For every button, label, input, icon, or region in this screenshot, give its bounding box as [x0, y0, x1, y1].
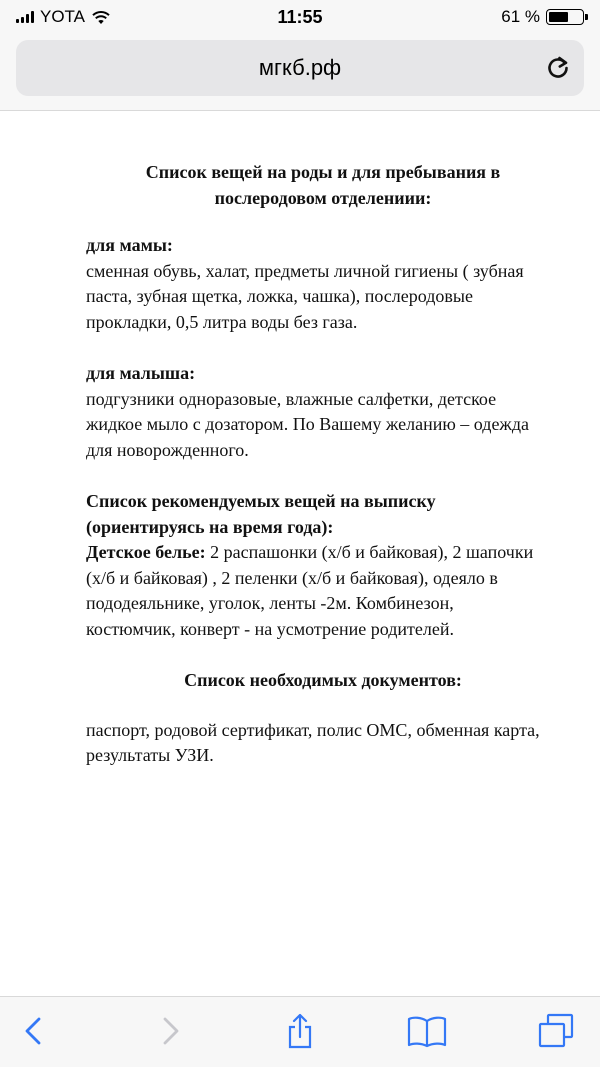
baby-section: [86, 361, 546, 463]
tabs-icon[interactable]: [536, 1013, 576, 1049]
forward-icon[interactable]: [152, 1013, 188, 1049]
bookmarks-icon[interactable]: [406, 1013, 448, 1049]
status-bar: [0, 0, 600, 36]
battery-icon: [546, 9, 584, 25]
mom-heading: для мамы:: [86, 235, 173, 255]
battery-percent: 61 %: [501, 7, 540, 26]
browser-toolbar: [0, 996, 600, 1067]
discharge-label: Детское белье:: [86, 542, 206, 562]
browser-address-area: [0, 36, 600, 111]
share-icon[interactable]: [282, 1013, 318, 1049]
page-title: Список вещей на роды и для пребывания в послеродовом отделениии:: [145, 162, 501, 208]
back-icon[interactable]: [16, 1013, 52, 1049]
discharge-section: [86, 489, 546, 642]
documents-list: паспорт, родовой сертификат, полис ОМС, обменная карта, результаты УЗИ.: [86, 719, 540, 765]
carrier-name: YOTA: [40, 7, 86, 26]
address-bar[interactable]: [16, 40, 584, 96]
discharge-list: [86, 540, 546, 642]
reload-icon[interactable]: [544, 54, 572, 82]
url-text[interactable]: мгкб.рф: [258, 55, 342, 80]
battery-info: [501, 7, 584, 27]
baby-heading: для малыша:: [86, 363, 196, 383]
documents-heading: Список необходимых документов:: [184, 670, 462, 690]
baby-list: подгузники одноразовые, влажные салфетки, детское жидкое мыло с дозатором. По Вашему желанию – одежда для новорожденного.: [86, 388, 530, 460]
mom-section: [86, 233, 546, 335]
clock: 11:55: [277, 7, 323, 27]
page-content: [86, 160, 546, 769]
discharge-text: 2 распашонки (х/б и байковая), 2 шапочки (х/б и байковая) , 2 пеленки (х/б и байковая), одеяло в пододеяльнике, уголок, ленты -2м. Комбинезон, костюмчик, конверт - на усмотрение родителей.: [86, 542, 534, 639]
discharge-heading: Список рекомендуемых вещей на выписку (ориентируясь на время года):: [86, 491, 436, 537]
mom-list: сменная обувь, халат, предметы личной гигиены ( зубная паста, зубная щетка, ложка, чашка), послеродовые прокладки, 0,5 литра воды без газа.: [86, 260, 524, 332]
battery-level: [549, 12, 568, 22]
